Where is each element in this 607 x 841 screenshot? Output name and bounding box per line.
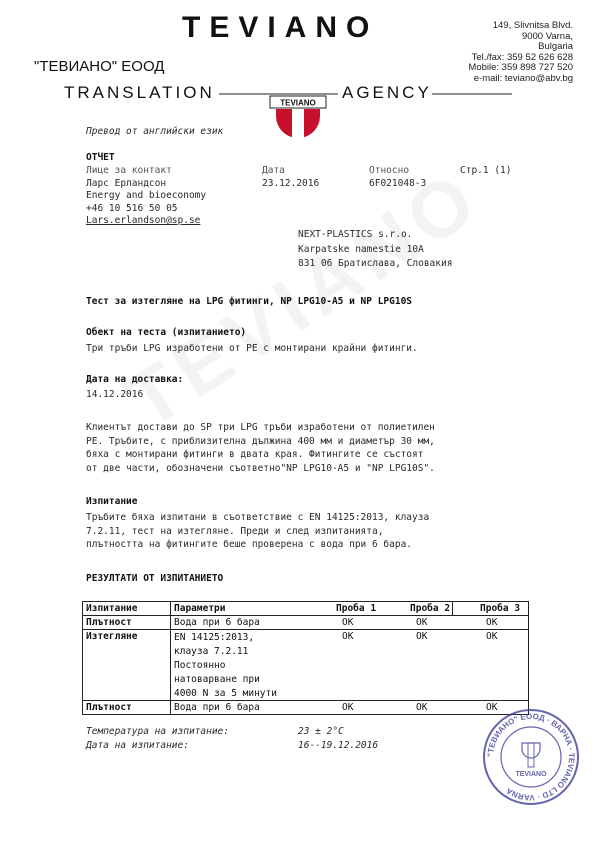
date-block [262, 165, 319, 190]
address-line: Bulgaria [538, 41, 573, 52]
table-header-cell: Проба 3 [480, 603, 521, 614]
table-cell-result: OK [342, 617, 354, 628]
table-header-cell: Изпитание [86, 603, 138, 614]
contact-email: Lars.erlandson@sp.se [86, 215, 201, 226]
param-line: EN 14125:2013, [174, 632, 255, 643]
table-header-cell: Проба 2 [410, 603, 451, 614]
table-cell-result: OK [416, 702, 428, 713]
date-value: 23.12.2016 [262, 177, 320, 189]
company-name: "ТЕВИАНО" ЕООД [34, 58, 165, 75]
paragraph-line: бяха с монтирани фитинги в двата края. Фитингите се състоят [86, 449, 424, 460]
paragraph-line: плътността на фитингите беше проверена с вода при 6 бара. [86, 539, 413, 550]
stamp-center-text: TEVIANO [515, 771, 547, 778]
agency-label-left: TRANSLATION [64, 83, 219, 103]
delivery-heading: Дата на доставка: [86, 374, 184, 385]
table-row [82, 615, 529, 629]
contact-dept: Energy and bioeconomy [86, 190, 207, 201]
test-date-value: 16--19.12.2016 [298, 740, 379, 751]
svg-text:"ТЕВИАНО" ЕООД · ВАРНА · TEVIA [486, 712, 576, 802]
param-line: Постоянно [174, 660, 226, 671]
paragraph-line: Тръбите бяха изпитани в съответствие с EN 14125:2013, клауза [86, 512, 430, 523]
table-cell-result: OK [342, 702, 354, 713]
table-cell-result: OK [416, 617, 428, 628]
table-cell-result: OK [486, 631, 498, 642]
recipient-line: Karpatske namestie 10A [298, 243, 424, 255]
reference-label: Относно [369, 165, 410, 176]
address-line: Tel./fax: 359 52 626 628 [471, 51, 573, 63]
page-number: Стр.1 (1) [460, 165, 512, 176]
report-title: ОТЧЕТ [86, 152, 115, 163]
company-address [468, 21, 573, 84]
table-cell-result: OK [486, 617, 498, 628]
table-cell-params: Вода при 6 бара [174, 702, 260, 713]
contact-phone: +46 10 516 50 05 [86, 202, 178, 214]
address-line: 9000 Varna, [521, 30, 573, 42]
results-heading: РЕЗУЛТАТИ ОТ ИЗПИТАНИЕТО [86, 573, 224, 584]
table-cell-params [174, 631, 277, 701]
teviano-emblem-icon [266, 92, 330, 140]
table-cell-params: Вода при 6 бара [174, 617, 260, 628]
contact-block [86, 165, 206, 228]
results-table [82, 601, 529, 715]
object-heading: Обект на теста (изпитанието) [86, 327, 247, 338]
table-row [82, 629, 529, 700]
param-line: натоварване при [174, 674, 260, 685]
delivery-date: 14.12.2016 [86, 389, 144, 400]
table-row [82, 700, 529, 714]
table-cell-result: OK [342, 631, 354, 642]
emblem-label: TEVIANO [280, 98, 316, 108]
reference-block [369, 165, 426, 190]
date-label: Дата [262, 165, 285, 176]
object-text: Три тръби LPG изработени от PE с монтирани крайни фитинги. [86, 343, 418, 354]
contact-name: Ларс Ерландсон [86, 177, 167, 189]
testing-paragraph [86, 511, 429, 552]
table-cell-test: Плътност [86, 702, 132, 713]
test-date-label: Дата на изпитание: [86, 740, 189, 751]
paragraph-line: от две части, обозначени съответно"NP LPG10-A5 и "NP LPG10S". [86, 462, 435, 474]
company-stamp-icon [482, 708, 580, 806]
table-cell-result: OK [486, 702, 498, 713]
reference-value: 6F021048-3 [369, 177, 427, 189]
table-cell-result: OK [416, 631, 428, 642]
contact-label: Лице за контакт [86, 165, 172, 176]
table-cell-test: Плътност [86, 617, 132, 628]
table-header-row [82, 601, 529, 615]
address-line: Mobile: 359 898 727 520 [468, 62, 573, 73]
company-logo: TEVIANO [182, 11, 379, 44]
table-cell-test: Изтегляне [86, 631, 138, 642]
table-header-cell: Параметри [174, 603, 226, 614]
paragraph-line: Клиентът достави до SP три LPG тръби изработени от полиетилен [86, 422, 435, 433]
test-title: Тест за изтегляне на LPG фитинги, NP LPG10-A5 и NP LPG10S [86, 296, 413, 307]
paragraph-line: 7.2.11, тест на изтегляне. Преди и след изпитанията, [86, 525, 384, 537]
address-line: 149, Slivnitsa Blvd. [492, 20, 573, 31]
param-line: клауза 7.2.11 [174, 646, 249, 657]
recipient-address [298, 228, 452, 272]
agency-label-right: AGENCY [338, 83, 432, 103]
paragraph-line: PE. Тръбите, с приблизителна дължина 400 мм и диаметър 30 мм, [86, 435, 435, 447]
translation-note: Превод от английски език [86, 126, 224, 137]
temperature-value: 23 ± 2°C [298, 726, 344, 737]
stamp-text: "ТЕВИАНО" ЕООД · ВАРНА · TEVIANO LTD · VARNA [485, 711, 577, 803]
testing-heading: Изпитание [86, 496, 138, 507]
table-header-cell: Проба 1 [336, 603, 377, 614]
param-line: 4000 N за 5 минути [174, 688, 277, 699]
temperature-label: Температура на изпитание: [86, 726, 229, 737]
recipient-line: NEXT-PLASTICS s.r.o. [298, 229, 413, 240]
recipient-line: 831 06 Братислава, Словакия [298, 258, 453, 269]
address-line: e-mail: teviano@abv.bg [473, 72, 573, 84]
client-paragraph [86, 421, 435, 475]
